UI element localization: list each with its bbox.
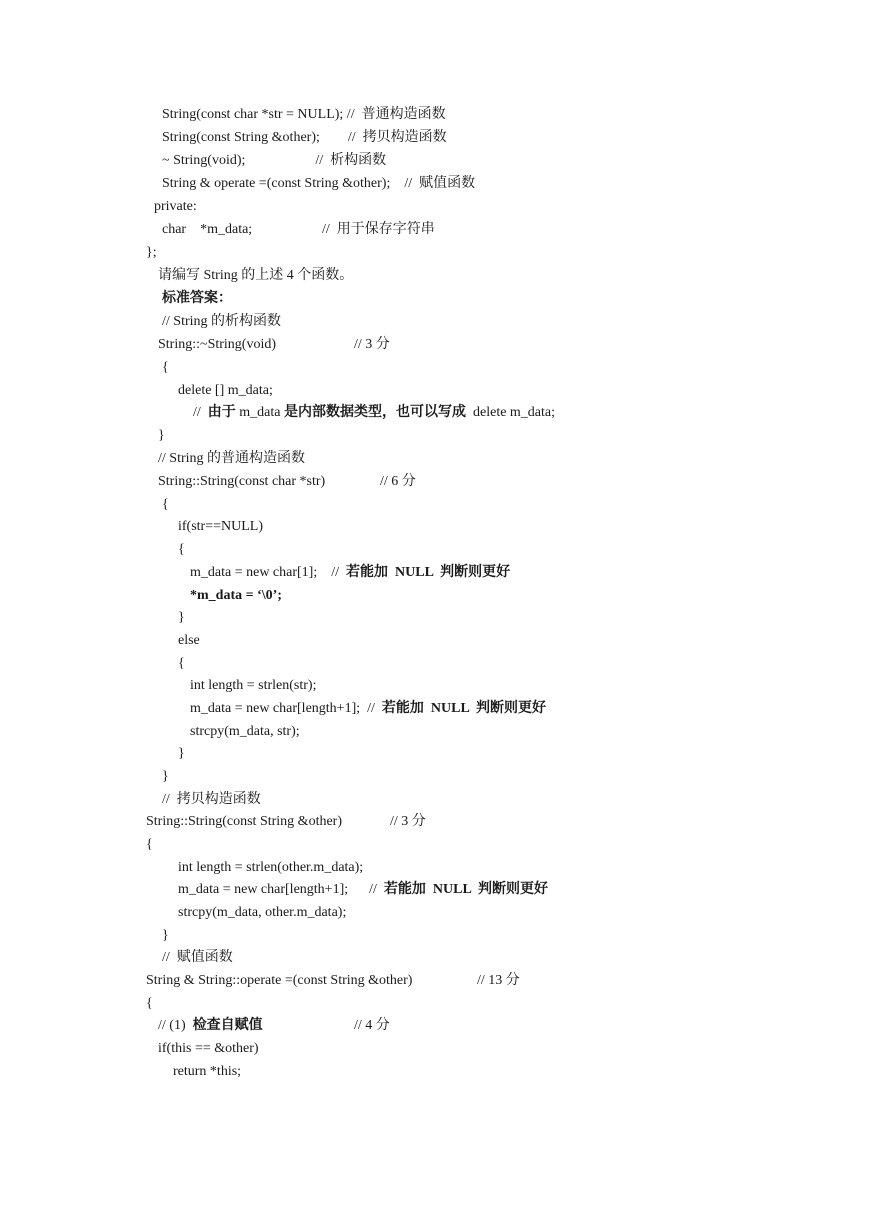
code-text: strcpy(m_data, str); (190, 724, 300, 739)
code-text: String::String(const String &other) (146, 814, 342, 829)
code-text-bold: 是内部数据类型，也可以写成 (284, 405, 466, 420)
comment-delete-note (193, 402, 555, 424)
score-self-assign (354, 1015, 390, 1037)
code-text: } (178, 610, 185, 625)
code-text-bold: 若能加 NULL 判断则更好 (383, 882, 549, 897)
score-assign (477, 970, 520, 992)
code-line-if-null (178, 516, 263, 538)
score-text: // 4 分 (354, 1018, 390, 1033)
code-text: int length = strlen(other.m_data); (178, 860, 364, 875)
code-line-member-comment (322, 219, 435, 241)
code-line-strlen-other (178, 857, 363, 879)
code-text: // String 的普通构造函数 (158, 451, 306, 466)
code-text: String(const char *str = NULL); // 普通构造函数 (162, 107, 446, 122)
code-brace-close (162, 766, 169, 788)
code-line-class-end (146, 242, 157, 264)
code-text: String::~String(void) (158, 337, 277, 352)
code-text: delete m_data; (466, 405, 556, 420)
code-line-alloc-length (190, 698, 546, 720)
code-line-copy-ctor-def (146, 811, 342, 833)
code-line-else (178, 630, 200, 652)
code-text: m_data (235, 405, 284, 420)
code-line-ctor-decl (162, 104, 446, 126)
code-text: return *this; (173, 1064, 242, 1079)
code-brace-close (178, 607, 185, 629)
code-text: *m_data = ‘\0’; (190, 588, 282, 603)
code-text: else (178, 633, 200, 648)
code-text: // String 的析构函数 (162, 314, 282, 329)
code-text: char *m_data; (162, 222, 253, 237)
code-text: strcpy(m_data, other.m_data); (178, 905, 347, 920)
code-brace-close (178, 743, 185, 765)
code-text-bold: 若能加 NULL 判断则更好 (381, 701, 547, 716)
score-text: // 3 分 (390, 814, 426, 829)
code-text: String & operate =(const String &other); // 赋值函数 (162, 176, 476, 191)
code-text: } (162, 928, 169, 943)
code-line-strcpy (190, 721, 300, 743)
code-brace-open (162, 494, 169, 516)
code-line-delete (178, 380, 273, 402)
code-line-dtor-def (158, 334, 276, 356)
code-line-return-this (173, 1061, 241, 1083)
code-line-copy-ctor-decl (162, 127, 447, 149)
code-brace-open (146, 834, 153, 856)
code-text: ~ String(void); // 析构函数 (162, 153, 387, 168)
code-text: { (146, 996, 153, 1011)
code-line-null-terminator (190, 585, 282, 607)
code-text-bold: 由于 (207, 405, 236, 420)
score-text: // 6 分 (380, 474, 416, 489)
code-text: String & String::operate =(const String &other) (146, 973, 413, 988)
score-dtor (354, 334, 390, 356)
code-text: // 拷贝构造函数 (162, 792, 261, 807)
answer-heading (162, 288, 232, 310)
code-text: { (162, 497, 169, 512)
code-text: } (158, 428, 165, 443)
score-text: // 13 分 (477, 973, 520, 988)
code-brace-open (146, 993, 153, 1015)
score-copy-ctor (390, 811, 426, 833)
code-text: { (162, 360, 169, 375)
code-text: } (178, 746, 185, 761)
code-text: m_data = new char[length+1]; // (190, 701, 382, 716)
code-brace-open (162, 357, 169, 379)
code-text: m_data = new char[1]; // (190, 565, 347, 580)
comment-assign (162, 947, 233, 969)
code-text: // 用于保存字符串 (322, 222, 435, 237)
code-text: private: (154, 199, 197, 214)
code-line-member (162, 219, 252, 241)
code-text: // (1) (158, 1018, 193, 1033)
code-line-dtor-decl (162, 150, 386, 172)
code-line-alloc-copy (178, 879, 548, 901)
code-line-assign-decl (162, 173, 475, 195)
code-text: { (146, 837, 153, 852)
comment-ctor (158, 448, 305, 470)
question-text-body: 请编写 String 的上述 4 个函数。 (158, 268, 354, 283)
code-text: if(str==NULL) (178, 519, 263, 534)
code-text-bold: 若能加 NULL 判断则更好 (346, 565, 511, 580)
code-text: } (162, 769, 169, 784)
code-line-strlen (190, 675, 317, 697)
code-line-if-this (158, 1038, 259, 1060)
answer-heading-text: 标准答案： (162, 291, 232, 306)
code-text: if(this == &other) (158, 1041, 259, 1056)
code-line-ctor-def (158, 471, 325, 493)
code-text: String(const String &other); // 拷贝构造函数 (162, 130, 447, 145)
code-line-strcpy-other (178, 902, 346, 924)
code-text: delete [] m_data; (178, 383, 273, 398)
code-text: }; (146, 245, 157, 260)
code-text: int length = strlen(str); (190, 678, 317, 693)
comment-self-assign (158, 1015, 263, 1037)
code-line-alloc-one (190, 562, 510, 584)
code-line-private (154, 196, 197, 218)
code-text: String::String(const char *str) (158, 474, 326, 489)
code-text: // 赋值函数 (162, 950, 233, 965)
score-text: // 3 分 (354, 337, 390, 352)
code-text-bold: 检查自赋值 (192, 1018, 263, 1033)
code-brace-close (158, 425, 165, 447)
comment-dtor (162, 311, 281, 333)
score-ctor (380, 471, 416, 493)
code-brace-open (178, 653, 185, 675)
code-text: // (193, 405, 208, 420)
code-text: m_data = new char[length+1]; // (178, 882, 384, 897)
code-brace-open (178, 539, 185, 561)
question-text (158, 265, 353, 287)
code-line-assign-def (146, 970, 412, 992)
code-brace-close (162, 925, 169, 947)
code-text: { (178, 542, 185, 557)
code-text: { (178, 656, 185, 671)
comment-copy-ctor (162, 789, 261, 811)
